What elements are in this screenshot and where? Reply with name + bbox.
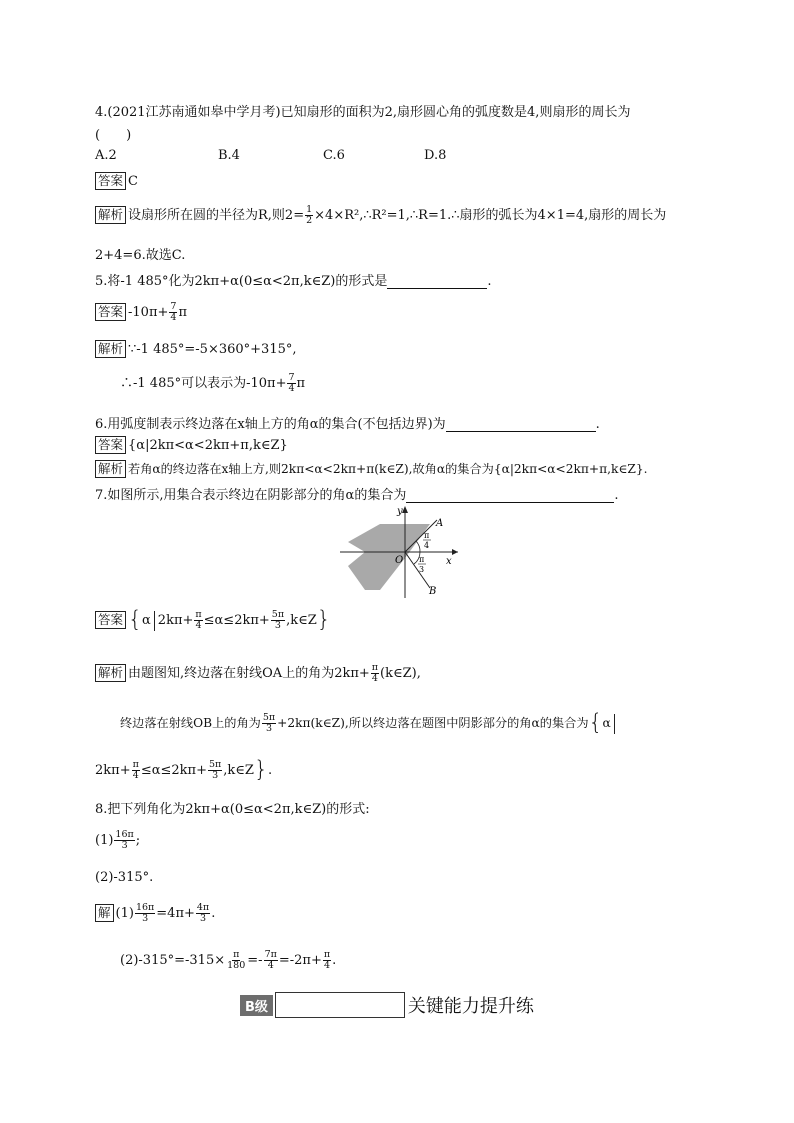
angle-a-num: π — [424, 531, 430, 540]
q4-option-a: A.2 — [95, 148, 117, 163]
analysis-tag: 解析 — [95, 340, 126, 358]
solution-tag: 解 — [95, 904, 114, 922]
ray-ob — [405, 552, 430, 588]
q7-analysis-line3: 2kπ+ $\frac{\pi}{4}$ ≤α≤2kπ+ $\frac{5\pi}{3}$ ,k∈Z}. — [95, 757, 273, 783]
fraction: $\frac{4\pi}{3}$ — [196, 902, 210, 924]
q5-answer-row: 答案 -10π+ $\frac{7}{4}$ π — [95, 302, 187, 323]
origin-label: O — [395, 555, 404, 566]
point-b-label: B — [429, 586, 437, 597]
q5-stem: 5.将-1 485°化为2kπ+α(0≤α<2π,k∈Z)的形式是 . — [95, 274, 492, 289]
fraction: $\frac{\pi}{4}$ — [132, 759, 139, 781]
fraction: $\frac{5\pi}{3}$ — [262, 712, 276, 734]
q6-analysis-row: 解析 若角α的终边落在x轴上方,则2kπ<α<2kπ+π(k∈Z),故角α的集合为{α|2kπ<α<2kπ+π,k∈Z}. — [95, 460, 647, 478]
fraction: $\frac{\pi}{4}$ — [195, 609, 202, 631]
q5-analysis-line1: 解析 ∵-1 485°=-5×360°+315°, — [95, 340, 297, 358]
answer-blank — [446, 431, 596, 432]
fraction: $\frac{1}{2}$ — [306, 204, 313, 226]
fraction: $\frac{5\pi}{3}$ — [271, 609, 285, 631]
fraction: $\frac{5\pi}{3}$ — [209, 759, 222, 781]
q8-solution2: (2)-315°=-315× $\frac{\pi}{180}$ =- $\frac{7\pi}{4}$ =-2π+ $\frac{\pi}{4}$ . — [120, 949, 337, 971]
x-axis-arrow — [452, 549, 458, 555]
q4-answer: C — [128, 174, 138, 189]
q4-paren: ( ) — [95, 128, 132, 143]
q8-stem: 8.把下列角化为2kπ+α(0≤α<2π,k∈Z)的形式: — [95, 802, 370, 817]
level-badge: B级 — [240, 995, 273, 1016]
q4-stem: 4.(2021江苏南通如皋中学月考)已知扇形的面积为2,扇形圆心角的弧度数是4,则扇形的周长为 — [95, 105, 631, 120]
answer-tag: 答案 — [95, 172, 126, 190]
angle-arc-a — [416, 541, 420, 552]
q7-stem: 7.如图所示,用集合表示终边在阴影部分的角α的集合为 . — [95, 488, 619, 503]
q4-analysis-line2: 2+4=6.故选C. — [95, 248, 186, 263]
answer-blank — [387, 288, 487, 289]
fraction: $\frac{\pi}{4}$ — [323, 949, 331, 971]
angle-b-num: π — [419, 555, 425, 564]
q6-answer-row: 答案 {α|2kπ<α<2kπ+π,k∈Z} — [95, 436, 288, 454]
q7-analysis-line2: 终边落在射线OB上的角为 $\frac{5\pi}{3}$ +2kπ(k∈Z),所以终边落在题图中阴影部分的角α的集合为{α — [120, 713, 618, 734]
q6-stem: 6.用弧度制表示终边落在x轴上方的角α的集合(不包括边界)为 . — [95, 417, 600, 432]
q7-figure — [340, 500, 470, 600]
q8-solution1: 解 (1) $\frac{16\pi}{3}$ =4π+ $\frac{4\pi}{3}$ . — [95, 903, 215, 924]
y-axis-arrow — [402, 506, 408, 513]
q7-analysis-line1: 解析 由题图知,终边落在射线OA上的角为2kπ+ $\frac{\pi}{4}$ (k∈Z), — [95, 662, 421, 684]
section-header — [240, 992, 534, 1018]
level-box — [275, 992, 405, 1018]
q4-answer-row — [95, 172, 138, 190]
y-label: y — [397, 506, 403, 517]
analysis-tag: 解析 — [95, 664, 126, 682]
q7-answer-row: 答案 {α 2kπ+ $\frac{\pi}{4}$ ≤α≤2kπ+ $\frac{5\pi}{3}$ ,k∈Z} — [95, 610, 331, 631]
q4-option-c: C.6 — [323, 148, 345, 163]
answer-tag: 答案 — [95, 436, 126, 454]
analysis-tag: 解析 — [95, 460, 126, 478]
q4-option-b: B.4 — [218, 148, 240, 163]
fraction: $\frac{7}{4}$ — [170, 301, 177, 323]
point-a-label: A — [436, 518, 444, 529]
q5-analysis-line2: ∴-1 485°可以表示为-10π+ $\frac{7}{4}$ π — [120, 372, 306, 394]
section-title: 关键能力提升练 — [407, 996, 534, 1017]
analysis-tag: 解析 — [95, 206, 126, 224]
q4-option-d: D.8 — [424, 148, 447, 163]
answer-tag: 答案 — [95, 303, 126, 321]
fraction: $\frac{7\pi}{4}$ — [264, 949, 277, 971]
fraction: $\frac{16\pi}{3}$ — [115, 829, 134, 851]
q8-item2: (2)-315°. — [95, 870, 154, 885]
q4-analysis-line1: 解析 设扇形所在圆的半径为R,则2= $\frac{1}{2}$ ×4×R²,∴R²=1,∴R=1.∴扇形的弧长为4×1=4,扇形的周长为 — [95, 204, 666, 226]
x-label: x — [446, 556, 452, 567]
q8-item1: (1) $\frac{16\pi}{3}$ ; — [95, 829, 141, 851]
fraction: $\frac{16\pi}{3}$ — [135, 902, 155, 924]
fraction: $\frac{\pi}{180}$ — [227, 949, 246, 971]
angle-b-den: 3 — [419, 565, 425, 574]
angle-a-den: 4 — [424, 541, 430, 550]
answer-tag: 答案 — [95, 611, 126, 629]
fraction: $\frac{\pi}{4}$ — [371, 662, 379, 684]
fraction: $\frac{7}{4}$ — [288, 372, 295, 394]
